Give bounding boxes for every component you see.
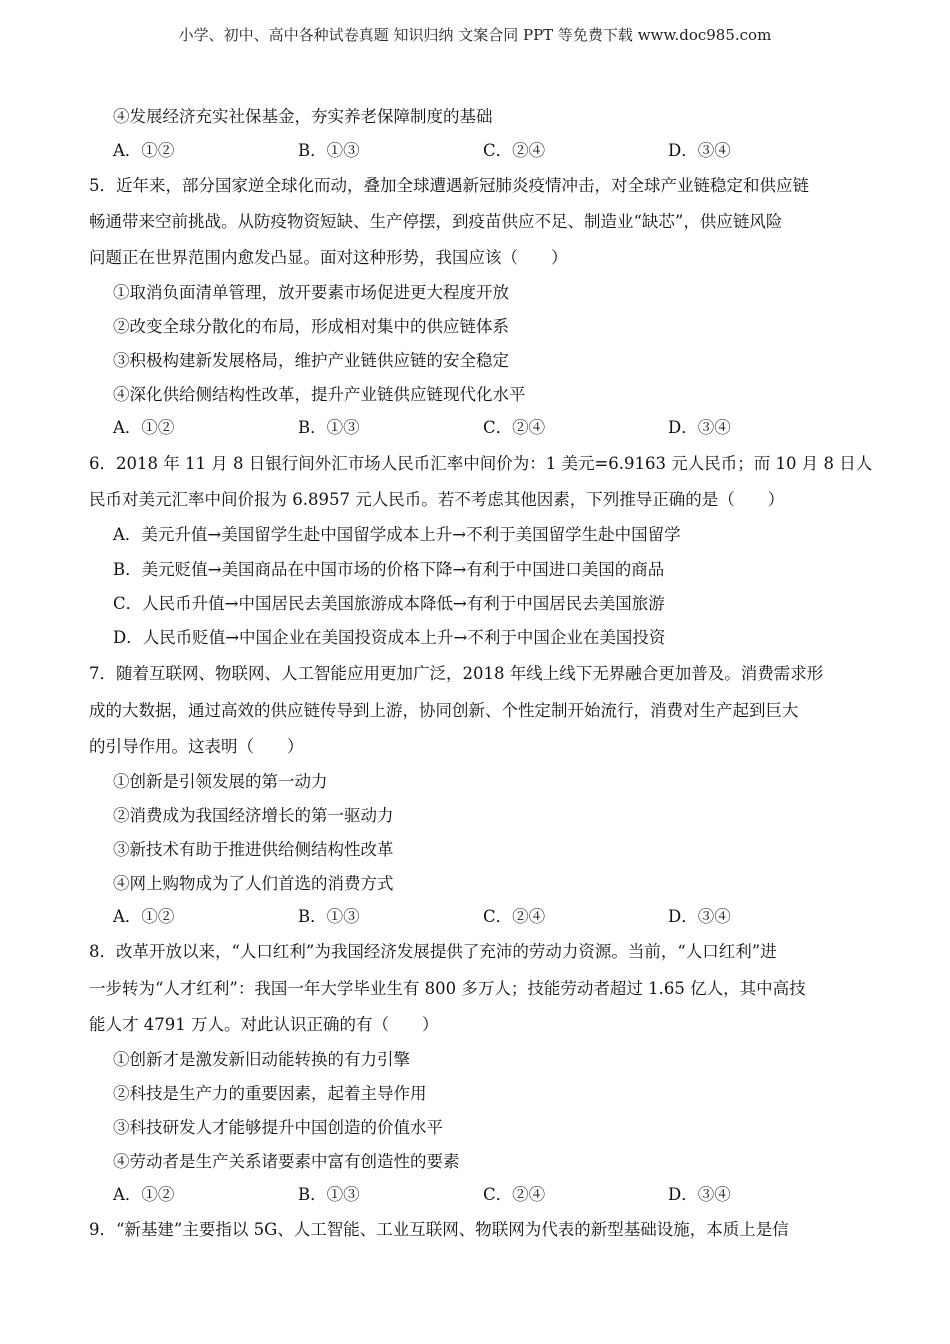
q5-stem-line-3: 问题正在世界范围内愈发凸显。面对这种形势，我国应该（ ） [89,248,568,267]
q4-option-b: B．①③ [298,141,360,160]
q5-option-b: B．①③ [298,418,360,437]
q7-stem-line-2: 成的大数据，通过高效的供应链传导到上游，协同创新、个性定制开始流行，消费对生产起到巨大 [89,701,799,720]
q7-item-4: ④网上购物成为了人们首选的消费方式 [113,874,394,893]
q5-option-d: D．③④ [668,418,731,437]
q6-stem-line-1: 6．2018 年 11 月 8 日银行间外汇市场人民币汇率中间价为：1 美元=6.9163 元人民币；而 10 月 8 日人 [89,454,873,473]
q6-choice-a: A．美元升值→美国留学生赴中国留学成本上升→不利于美国留学生赴中国留学 [113,525,681,544]
q8-item-3: ③科技研发人才能够提升中国创造的价值水平 [113,1118,443,1137]
q7-option-a: A．①② [113,907,175,926]
q5-item-4: ④深化供给侧结构性改革，提升产业链供应链现代化水平 [113,385,526,404]
q5-item-3: ③积极构建新发展格局，维护产业链供应链的安全稳定 [113,351,509,370]
q7-item-1: ①创新是引领发展的第一动力 [113,772,328,791]
q8-stem-line-2: 一步转为“人才红利”：我国一年大学毕业生有 800 多万人；技能劳动者超过 1.65 亿人，其中高技 [89,979,806,998]
q8-stem-line-3: 能人才 4791 万人。对此认识正确的有（ ） [89,1015,439,1034]
q8-item-1: ①创新才是激发新旧动能转换的有力引擎 [113,1050,410,1069]
q8-option-b: B．①③ [298,1185,360,1204]
q8-option-d: D．③④ [668,1185,731,1204]
page-header: 小学、初中、高中各种试卷真题 知识归纳 文案合同 PPT 等免费下载 www.doc985.com [178,26,772,44]
q4-options [113,137,813,161]
q6-choice-c: C．人民币升值→中国居民去美国旅游成本降低→有利于中国居民去美国旅游 [113,594,665,613]
q6-choice-b: B．美元贬值→美国商品在中国市场的价格下降→有利于中国进口美国的商品 [113,560,665,579]
q4-option-d: D．③④ [668,141,731,160]
q4-item-4: ④发展经济充实社保基金，夯实养老保障制度的基础 [113,107,493,126]
q5-item-1: ①取消负面清单管理，放开要素市场促进更大程度开放 [113,283,509,302]
q7-stem-line-1: 7．随着互联网、物联网、人工智能应用更加广泛，2018 年线上线下无界融合更加普及。消费需求形 [89,664,824,683]
q7-stem-line-3: 的引导作用。这表明（ ） [89,737,304,756]
q5-options [113,414,813,438]
q8-option-c: C．②④ [483,1185,546,1204]
q7-option-c: C．②④ [483,907,546,926]
q9-stem-line-1: 9．“新基建”主要指以 5G、人工智能、工业互联网、物联网为代表的新型基础设施，本质上是信 [89,1220,789,1239]
q5-option-c: C．②④ [483,418,546,437]
q7-option-d: D．③④ [668,907,731,926]
q7-item-2: ②消费成为我国经济增长的第一驱动力 [113,806,394,825]
q8-stem-line-1: 8．改革开放以来，“人口红利”为我国经济发展提供了充沛的劳动力资源。当前，“人口红利”进 [89,942,777,961]
q5-stem-line-2: 畅通带来空前挑战。从防疫物资短缺、生产停摆，到疫苗供应不足、制造业“缺芯”，供应链风险 [89,212,783,231]
q4-option-a: A．①② [113,141,175,160]
q5-item-2: ②改变全球分散化的布局，形成相对集中的供应链体系 [113,317,509,336]
q8-item-4: ④劳动者是生产关系诸要素中富有创造性的要素 [113,1152,460,1171]
q6-stem-line-2: 民币对美元汇率中间价报为 6.8957 元人民币。若不考虑其他因素，下列推导正确的是（ ） [89,490,785,509]
q8-option-a: A．①② [113,1185,175,1204]
q5-stem-line-1: 5．近年来，部分国家逆全球化而动，叠加全球遭遇新冠肺炎疫情冲击，对全球产业链稳定和供应链 [89,176,809,195]
q6-choice-d: D．人民币贬值→中国企业在美国投资成本上升→不利于中国企业在美国投资 [113,628,666,647]
q7-option-b: B．①③ [298,907,360,926]
q7-item-3: ③新技术有助于推进供给侧结构性改革 [113,840,394,859]
q7-options [113,903,813,927]
q8-options [113,1181,813,1205]
q5-option-a: A．①② [113,418,175,437]
q8-item-2: ②科技是生产力的重要因素，起着主导作用 [113,1084,427,1103]
q4-option-c: C．②④ [483,141,546,160]
